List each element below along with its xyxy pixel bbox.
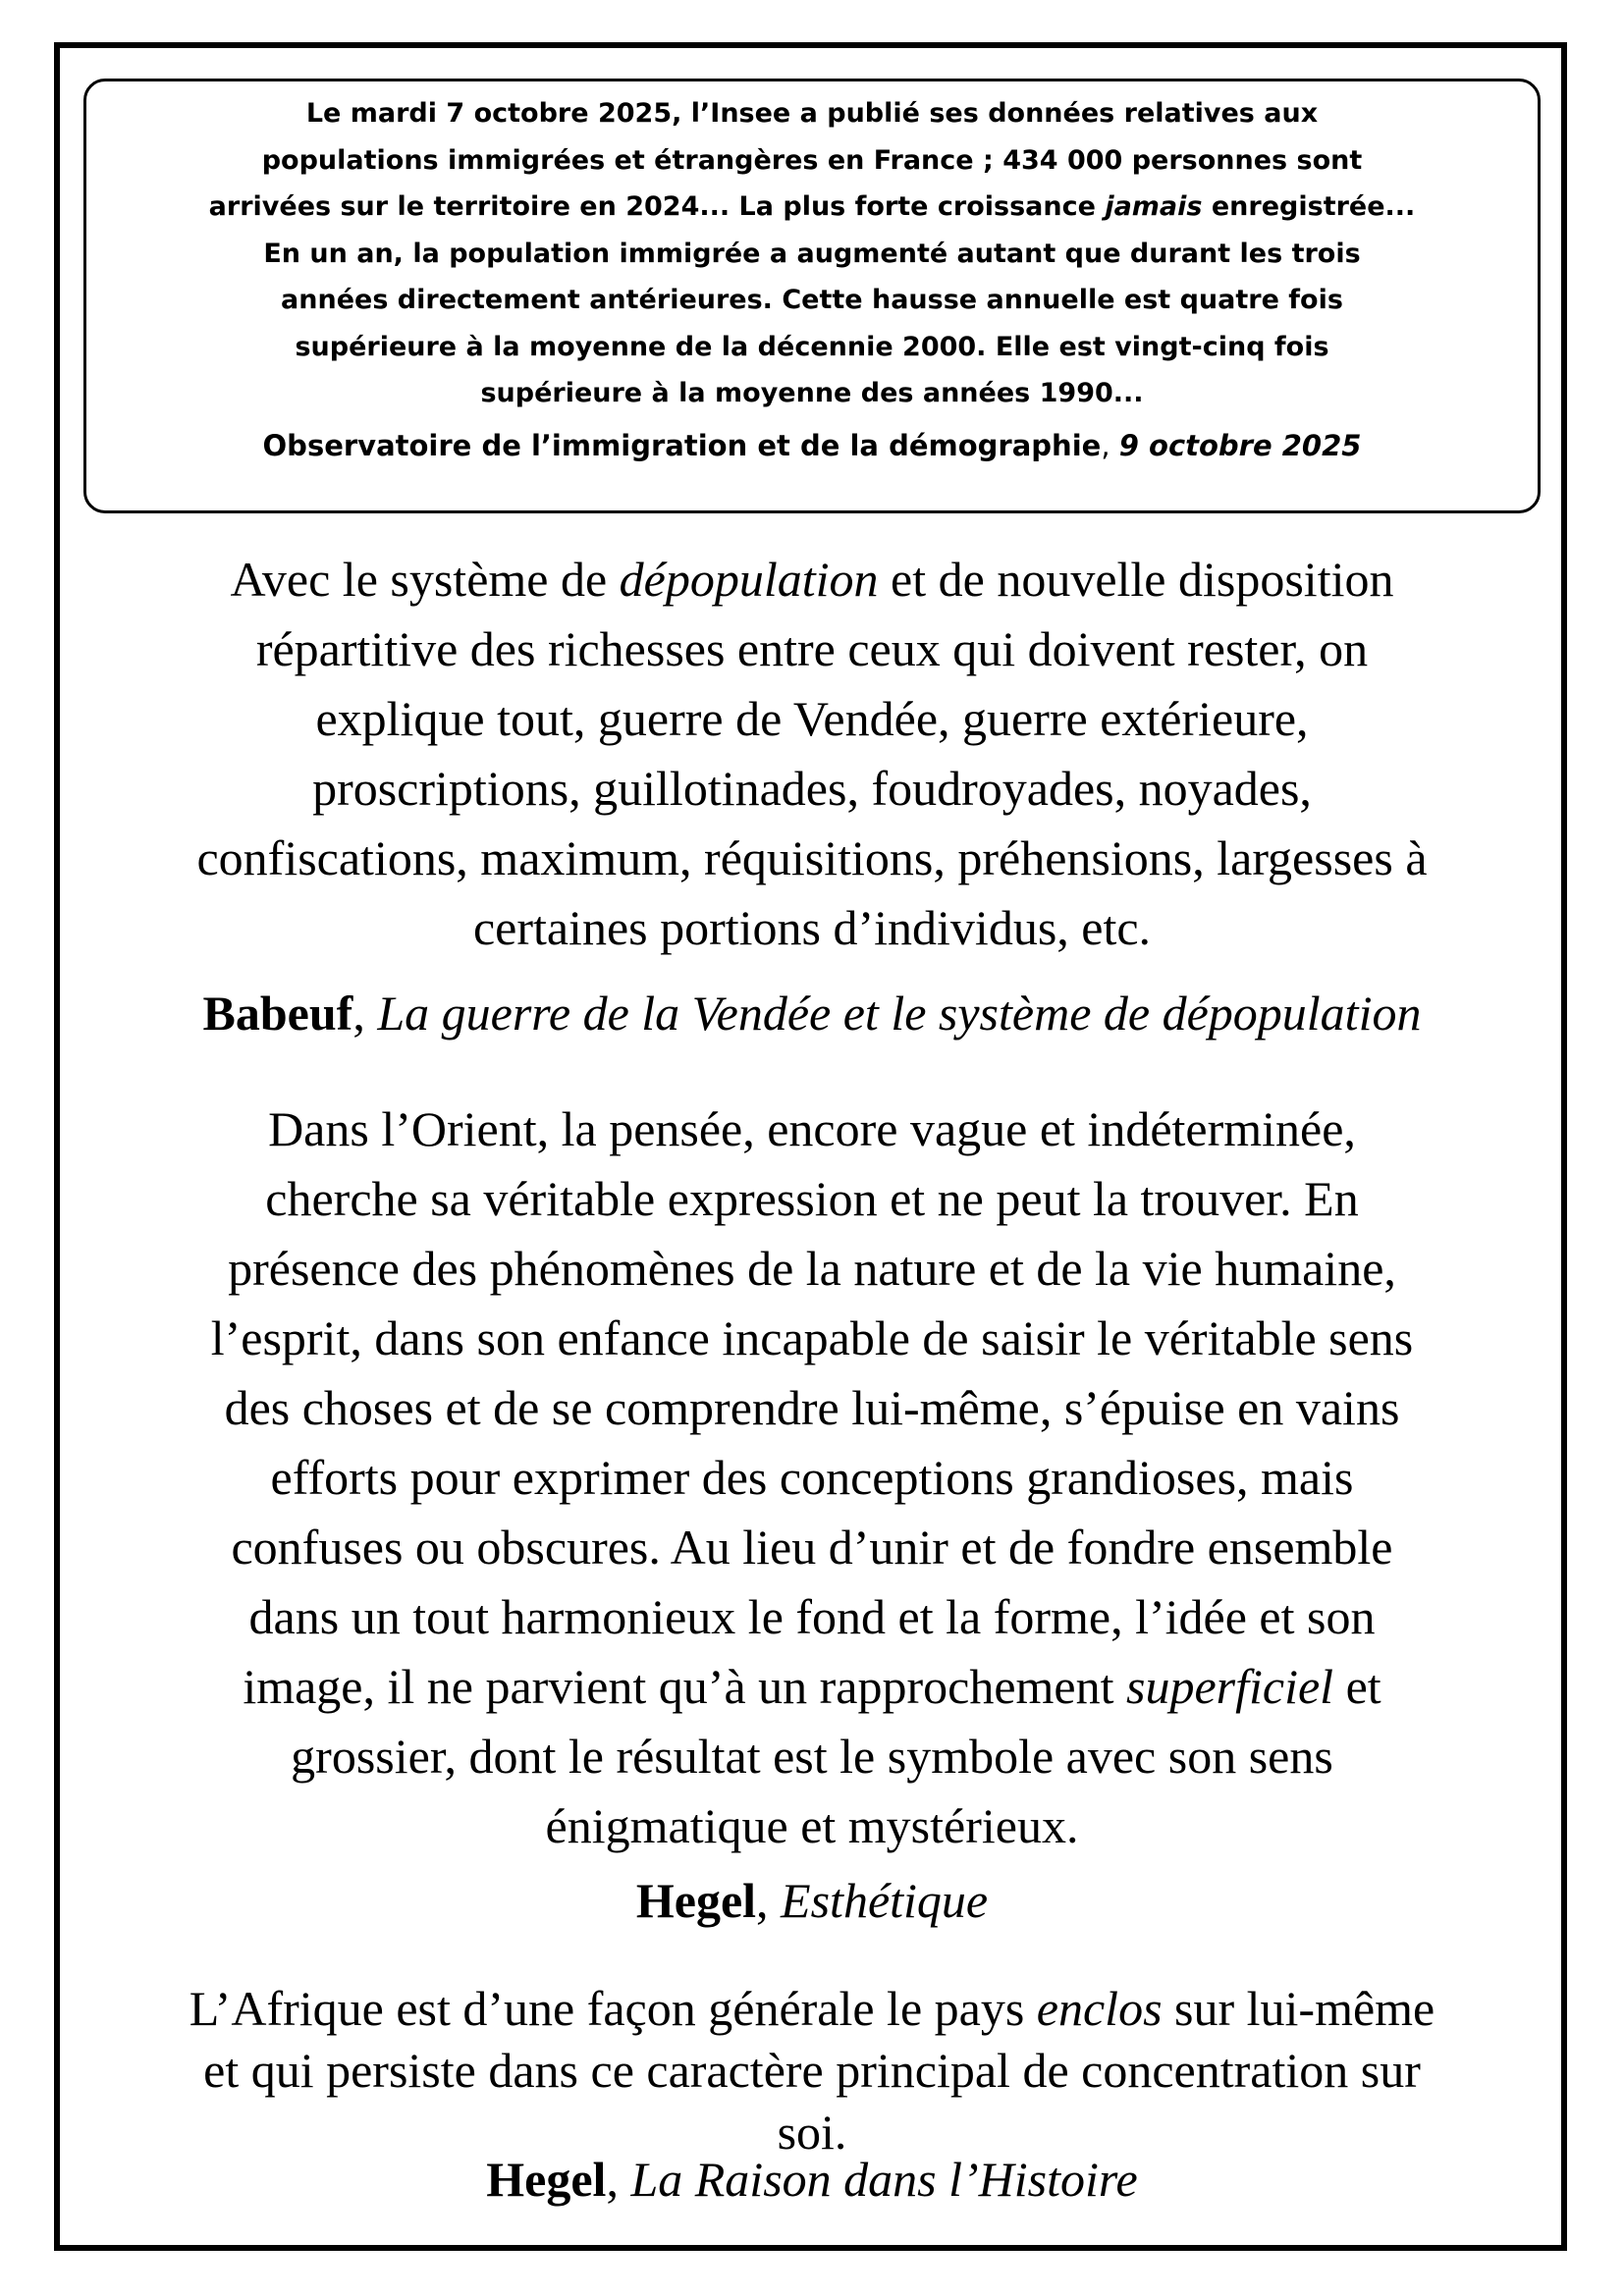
quote-line: l’esprit, dans son enfance incapable de saisir le véritable sens: [210, 1310, 1414, 1365]
notice-line: arrivées sur le territoire en 2024... La plus forte croissance jamais enregistrée...: [208, 191, 1416, 222]
quote-babeuf: [69, 545, 1555, 963]
work-title: Esthétique: [781, 1873, 989, 1928]
quote-line: image, il ne parvient qu’à un rapprochement superficiel et: [243, 1659, 1381, 1714]
notice-source-date: 9 octobre 2025: [1118, 428, 1362, 462]
quote-line: confuses ou obscures. Au lieu d’unir et de fondre ensemble: [231, 1520, 1393, 1575]
author-name: Hegel: [486, 2152, 607, 2207]
quote-line: soi.: [777, 2105, 847, 2160]
quote-line: grossier, dont le résultat est le symbole avec son sens: [291, 1729, 1333, 1784]
quote-line: énigmatique et mystérieux.: [545, 1798, 1079, 1853]
quote-line: confiscations, maximum, réquisitions, préhensions, largesses à: [196, 830, 1428, 885]
quote-hegel-esthetique: [69, 1095, 1555, 1861]
quote-line: certaines portions d’individus, etc.: [472, 900, 1152, 955]
quote-line: Avec le système de dépopulation et de nouvelle disposition: [230, 552, 1394, 607]
quote-line: efforts pour exprimer des conceptions grandioses, mais: [270, 1450, 1354, 1505]
quote-hegel-raison: [69, 1978, 1555, 2163]
attribution-babeuf: Babeuf, La guerre de la Vendée et le système de dépopulation: [202, 986, 1422, 1041]
notice-line: populations immigrées et étrangères en France ; 434 000 personnes sont: [261, 144, 1363, 176]
quote-line: dans un tout harmonieux le fond et la forme, l’idée et son: [248, 1589, 1376, 1644]
notice-source: Observatoire de l’immigration et de la démographie, 9 octobre 2025: [262, 428, 1362, 462]
quote-line: proscriptions, guillotinades, foudroyades, noyades,: [312, 761, 1312, 816]
work-title: La Raison dans l’Histoire: [630, 2152, 1138, 2207]
quote-line: et qui persiste dans ce caractère principal de concentration sur: [203, 2043, 1421, 2098]
notice-box: [83, 79, 1541, 513]
notice-line: supérieure à la moyenne des années 1990...: [480, 378, 1144, 408]
author-name: Hegel: [635, 1873, 757, 1928]
notice-emphasis: jamais: [1105, 191, 1203, 222]
quote-line: présence des phénomènes de la nature et de la vie humaine,: [228, 1241, 1396, 1296]
work-title: La guerre de la Vendée et le système de dépopulation: [377, 986, 1422, 1041]
notice-line: En un an, la population immigrée a augmenté autant que durant les trois: [263, 238, 1361, 269]
attribution-hegel-esthetique: Hegel, Esthétique: [635, 1873, 989, 1928]
quote-line: cherche sa véritable expression et ne peut la trouver. En: [265, 1171, 1359, 1226]
quote-line: des choses et de se comprendre lui-même, s’épuise en vains: [224, 1380, 1400, 1435]
quote-line: explique tout, guerre de Vendée, guerre extérieure,: [315, 691, 1309, 746]
notice-line: supérieure à la moyenne de la décennie 2000. Elle est vingt-cinq fois: [295, 331, 1329, 362]
quote-line: Dans l’Orient, la pensée, encore vague et indéterminée,: [268, 1101, 1356, 1156]
quote-line: L’Afrique est d’une façon générale le pays enclos sur lui-même: [189, 1981, 1435, 2036]
notice-line: Le mardi 7 octobre 2025, l’Insee a publié ses données relatives aux: [305, 98, 1319, 129]
author-name: Babeuf: [202, 986, 353, 1041]
notice-line: années directement antérieures. Cette hausse annuelle est quatre fois: [281, 285, 1343, 315]
quote-line: répartitive des richesses entre ceux qui doivent rester, on: [255, 621, 1369, 676]
attribution-hegel-raison: Hegel, La Raison dans l’Histoire: [486, 2152, 1138, 2207]
